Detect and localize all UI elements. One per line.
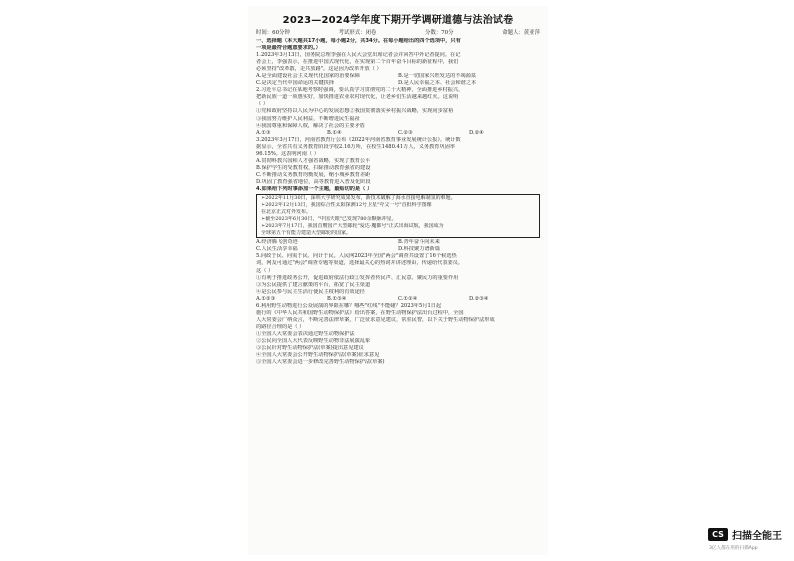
option-a: A.①②③ [256,295,276,302]
question-stem-line: 5.问政于民、问需于民、问计于民。人民网2023年全国"两会"调查共设置了16个候选热 [256,253,457,260]
option-c: C.人民生活享幸福 [256,246,298,253]
option-a: A.是全面建设社会主义现代化国家的治要保障 [256,73,360,80]
news-box [256,194,540,238]
question-stem-line: 者会上，李强表示，在推进中国式现代化，在实现第二个百年奋斗目标的新征程中，我们 [256,59,459,66]
question-stem-line: 3.2023年3月17日，河南省教育厅公布《2022年河南省教育事业发展统计公报》。统计数 [256,136,461,143]
exam-paper [248,6,548,555]
news-item: 在北京正式对外发布。 [261,209,312,216]
question-stem-line: 96.15%。这表明河南（ ） [256,150,319,157]
question-stem-line: （ ） [256,101,269,108]
paper-content [256,38,540,366]
question-stem-line: 施行的《中华人民共和国野生动物保护法》给出答案，在野生动物保护法出台过程中，全国 [256,309,464,316]
statement-item: ④全国人大常委会公开野生动物保护法(草案)征求意见 [256,352,380,359]
statement-item: ①有利于推进政务公开，促进政府依法行政②发挥者传民声、汇民意、聚民力的重要作用 [256,274,459,281]
statement-item: ⑤全国人大常委会进一步修改完善野生动物保护法(草案) [256,359,385,366]
camscanner-logo-icon: CS [708,528,728,541]
option-b: B.青年奋斗向未来 [398,239,440,246]
question-stem-line: 必须坚持"改革散，走共放路"。这是因为改革开放（ ） [256,66,382,73]
meta-score: 分数：70分 [425,30,454,36]
question-stem-line: 据显示，全省共有义务教育阶段学校2.16万所，在校生1480.41万人，义务教育巩固率 [256,143,456,150]
question-stem-line: 6.利用野生动物进行公众展演的界限在哪？哪些"红线"不能碰？2023年5月1日起 [256,302,442,309]
news-item: 全球第五个有能力建造大型邮轮的国家。 [261,230,352,237]
option-b: B.①③④ [327,295,347,302]
option-a: A.贯彻科教兴国和人才强省战略，实现了教育公平 [256,157,371,164]
news-item: ➢2023年7月17日，我国首艘国产大型邮轮"爱达·魔都号"正式出海试航，我国成为 [261,223,444,230]
news-item: ➢截至2023年6月30日，"中国天眼"已发现780余颗脉冲星。 [261,216,397,223]
option-b: B.①④ [327,129,342,136]
statement-item: ①党和政府坚持以人民为中心的发展思想②我国贯彻落实乡村振兴战略，实现同步富裕 [256,108,454,115]
question-stem-line: 词，网友可通过"两会"调查专题等渠道，选择最关心的热词并讲述理由，传递给代表委员。 [256,260,464,267]
question-1 [256,52,540,87]
option-c: C.②③ [398,129,413,136]
option-d: D.巩固了教育强省地位，高等教育进入普及化阶段 [256,178,371,185]
question-stem-line: 2.习近平总书记在某地考察时强调，要认真学习贯彻党的二十大精神，全面推进乡村振兴， [256,87,464,94]
section-intro-line: 一项是最符合题意要求的。） [256,45,321,52]
option-c: C.①②④ [398,295,418,302]
statement-item: ①全国人大常委会表决通过野生动物保护法 [256,330,355,337]
option-d: D.科技聚力谱新篇 [398,246,440,253]
question-3 [256,137,540,186]
section-intro-line: 一、选择题（本大题共17小题，每小题2分，共34分。在每小题给出的四个选项中，只有 [256,38,461,44]
statement-item: ③为公民提供了建言献策的平台，拓宽了民主渠道 [256,281,371,288]
option-a: A.①③ [256,129,271,136]
option-c: C.不断推动义务教育均衡发展，缩小城乡教育差距 [256,171,371,178]
question-5 [256,253,540,302]
option-b: B.是一切国家兴旺发达的不竭源泉 [398,73,477,80]
question-stem-line: 的路径合理的是（ ） [256,323,305,330]
option-b: B.保护学生的受教育权，扫除推动教育强省的建设 [256,164,371,171]
question-2 [256,87,540,136]
question-6 [256,303,540,366]
statement-item: ③公民针对野生动物保护法(草案)提出意见建议 [256,345,364,352]
paper-meta [256,28,540,36]
option-d: D.②③④ [469,295,489,302]
meta-author: 命题人：黄亚萍 [502,30,540,36]
paper-title: 2023—2024学年度下期开学调研道德与法治试卷 [282,15,514,26]
news-item: ➢2022年11月30日，深圳大学研究成果发布，新技术破解了海水直接电解制氢的难题。 [261,195,456,202]
statement-item: ②公民向全国人大代表反映野生动物非法展演乱象 [256,337,371,344]
camscanner-brand: 扫描全能王 [732,531,782,542]
question-stem-line: 这（ ） [256,267,274,274]
question-stem-line: 把新民族一道一项惠实好，加快推进农业农村现代化，让老乡们生活越来越红火。这说明 [256,94,459,101]
question-stem-line: 人大常委会广纳众言，不断完善法律草案，广泛征求意见建议，常驻民智，以下关于野生动物保护法形成 [256,316,495,323]
option-a: A.经济腾飞创奇迹 [256,239,298,246]
question-stem-line: 4.如果给下列时事添加一个主题，最贴切的是（ ） [256,185,373,192]
statement-item: ③我国努力维护人民利益，不断增进民生福祉 [256,115,360,122]
option-d: D.②④ [469,129,484,136]
question-4 [256,186,540,253]
option-d: D.是人民幸福之本、社会和谐之本 [398,80,477,87]
news-item: ➢2022年12月13日，我国综合性太阳探测12号卫星"夸父一号"首批科学图像 [261,202,432,209]
meta-exam-form: 考试形式：闭卷 [338,30,377,36]
statement-item: ④是公民参与民主生活行使民主权利的有效途径 [256,288,365,295]
meta-time: 时间：60分钟 [256,30,290,36]
option-c: C.是决定当代中国命运的关键抉择 [256,80,335,87]
camscanner-tagline: 3亿人都在用的扫描App [709,546,758,551]
statement-item: ④我国尊重和保障人权，解决了社会的主要矛盾 [256,122,365,129]
question-stem-line: 1.2023年3月13日，国务院总理李强在人民大会堂出席记者会并回答中外记者提问。在记 [256,52,461,59]
